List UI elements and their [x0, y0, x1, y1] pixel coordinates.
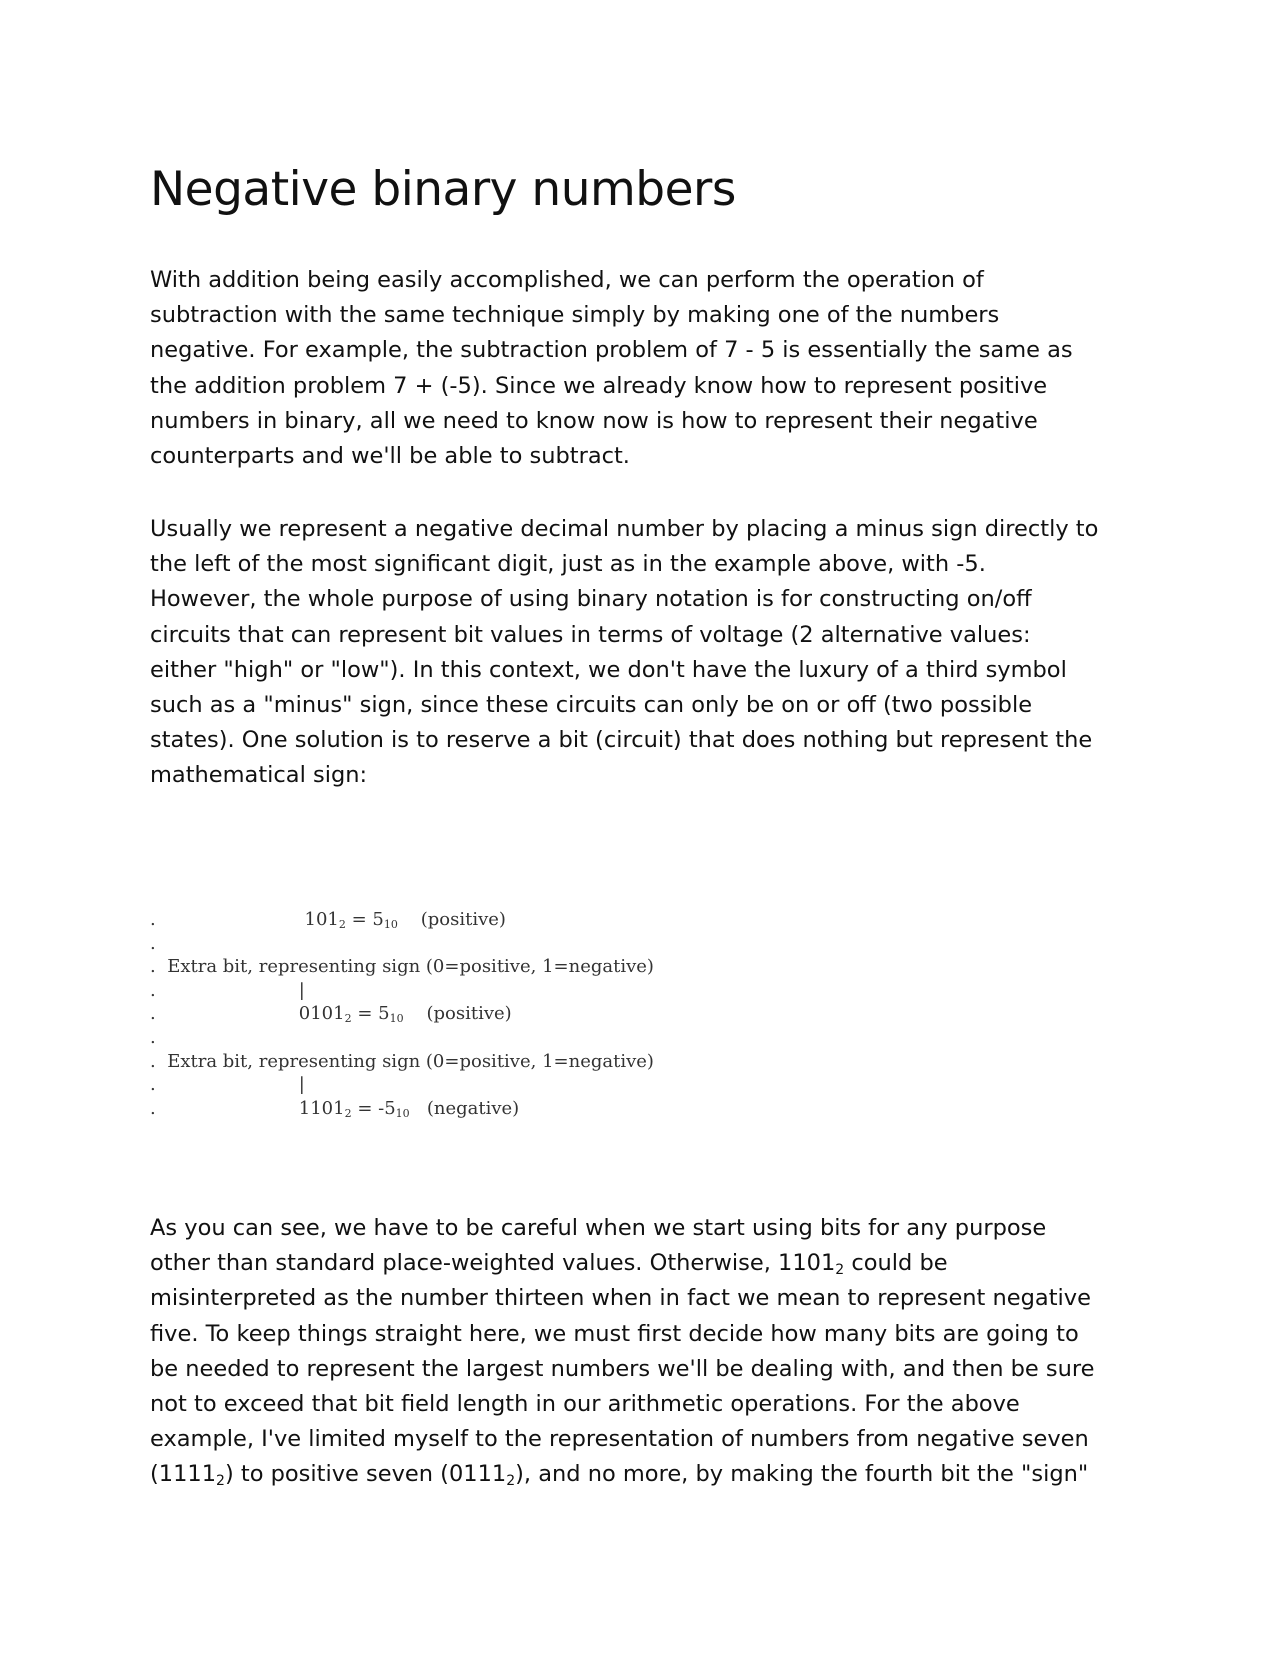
base-subscript: 10 [389, 1012, 404, 1026]
code-dot: . [150, 1097, 156, 1119]
paragraph-sign-bit [150, 512, 1130, 794]
text-line: counterparts and we'll be able to subtract. [150, 443, 630, 470]
code-line [150, 1026, 654, 1050]
page-title: Negative binary numbers [150, 162, 736, 217]
equals: = [345, 909, 373, 930]
code-line [150, 908, 654, 932]
code-dot: . [150, 932, 156, 954]
code-dot: . [150, 909, 156, 930]
text-line: five. To keep things straight here, we must first decide how many bits are going to [150, 1320, 1079, 1347]
base-subscript: 2 [835, 1262, 845, 1279]
code-line [150, 1073, 654, 1097]
text-segment: ) to positive seven (0111 [224, 1461, 507, 1488]
text-line: numbers in binary, all we need to know now is how to represent their negative [150, 407, 1038, 434]
text-segment: could be [844, 1250, 948, 1277]
text-line: Usually we represent a negative decimal number by placing a minus sign directly to [150, 516, 1099, 542]
text-line: the addition problem 7 + (-5). Since we already know how to represent positive [150, 372, 1048, 399]
text-line: be needed to represent the largest numbers we'll be dealing with, and then be sure [150, 1355, 1095, 1382]
text-line: mathematical sign: [150, 762, 368, 789]
sign-bit-caption: Extra bit, representing sign (0=positive, 1=negative) [167, 1050, 654, 1072]
base-subscript: 2 [506, 1473, 516, 1490]
base-subscript: 2 [344, 1012, 352, 1026]
binary-number: 101 [304, 909, 339, 930]
text-segment: other than standard place-weighted values. Otherwise, 1101 [150, 1250, 836, 1277]
base-subscript: 2 [338, 918, 346, 931]
code-dot: . [150, 979, 156, 1001]
text-line: circuits that can represent bit values in terms of voltage (2 alternative values: [150, 621, 1031, 648]
text-line: However, the whole purpose of using binary notation is for constructing on/off [150, 586, 1032, 613]
text-line: example, I've limited myself to the representation of numbers from negative seven [150, 1426, 1089, 1453]
text-line: subtraction with the same technique simply by making one of the numbers [150, 302, 1000, 329]
text-segment: (1111 [150, 1461, 217, 1488]
text-line: states). One solution is to reserve a bit (circuit) that does nothing but represent the [150, 727, 1093, 754]
text-line: such as a "minus" sign, since these circuits can only be on or off (two possible [150, 692, 1033, 719]
code-line [150, 932, 654, 956]
text-segment: ), and no more, by making the fourth bit the "sign" [515, 1461, 1089, 1488]
code-line [150, 1097, 654, 1121]
base-subscript: 2 [216, 1473, 225, 1490]
text-line: negative. For example, the subtraction problem of 7 - 5 is essentially the same as [150, 337, 1073, 364]
code-line [150, 1050, 654, 1074]
text-line: With addition being easily accomplished, we can perform the operation of [150, 267, 984, 293]
binary-number: 0101 [298, 1003, 345, 1025]
text-line: either "high" or "low"). In this context, we don't have the luxury of a third symbol [150, 656, 1067, 683]
pointer-bar: | [298, 1074, 305, 1096]
code-line [150, 955, 654, 979]
code-dot: . [150, 956, 156, 978]
equals: = [351, 1003, 379, 1025]
text-line [150, 1457, 1130, 1492]
code-dot: . [150, 1026, 156, 1048]
base-subscript: 2 [344, 1106, 352, 1120]
sign-note: (positive) [426, 1003, 512, 1025]
sign-bit-example-block [150, 908, 654, 1120]
binary-number: 1101 [298, 1097, 345, 1119]
decimal-value: 5 [372, 909, 384, 930]
decimal-value: -5 [378, 1097, 396, 1119]
base-subscript: 10 [383, 918, 398, 931]
code-dot: . [150, 1050, 156, 1072]
code-line [150, 979, 654, 1003]
paragraph-bit-field-length [150, 1211, 1130, 1493]
code-dot: . [150, 1074, 156, 1096]
pointer-bar: | [298, 979, 305, 1001]
code-line [150, 1002, 654, 1026]
sign-note: (positive) [420, 909, 506, 930]
sign-note: (negative) [426, 1097, 520, 1119]
base-subscript: 10 [395, 1106, 410, 1120]
text-line: not to exceed that bit field length in our arithmetic operations. For the above [150, 1391, 1020, 1418]
equals: = [351, 1097, 379, 1119]
decimal-value: 5 [378, 1003, 390, 1025]
code-dot: . [150, 1003, 156, 1025]
text-line: As you can see, we have to be careful when we start using bits for any purpose [150, 1215, 1047, 1241]
text-line [150, 1246, 1130, 1281]
text-line: the left of the most significant digit, just as in the example above, with -5. [150, 551, 986, 578]
text-line: misinterpreted as the number thirteen when in fact we mean to represent negative [150, 1285, 1091, 1312]
sign-bit-caption: Extra bit, representing sign (0=positive, 1=negative) [167, 956, 654, 978]
paragraph-addition-subtraction [150, 263, 1130, 474]
